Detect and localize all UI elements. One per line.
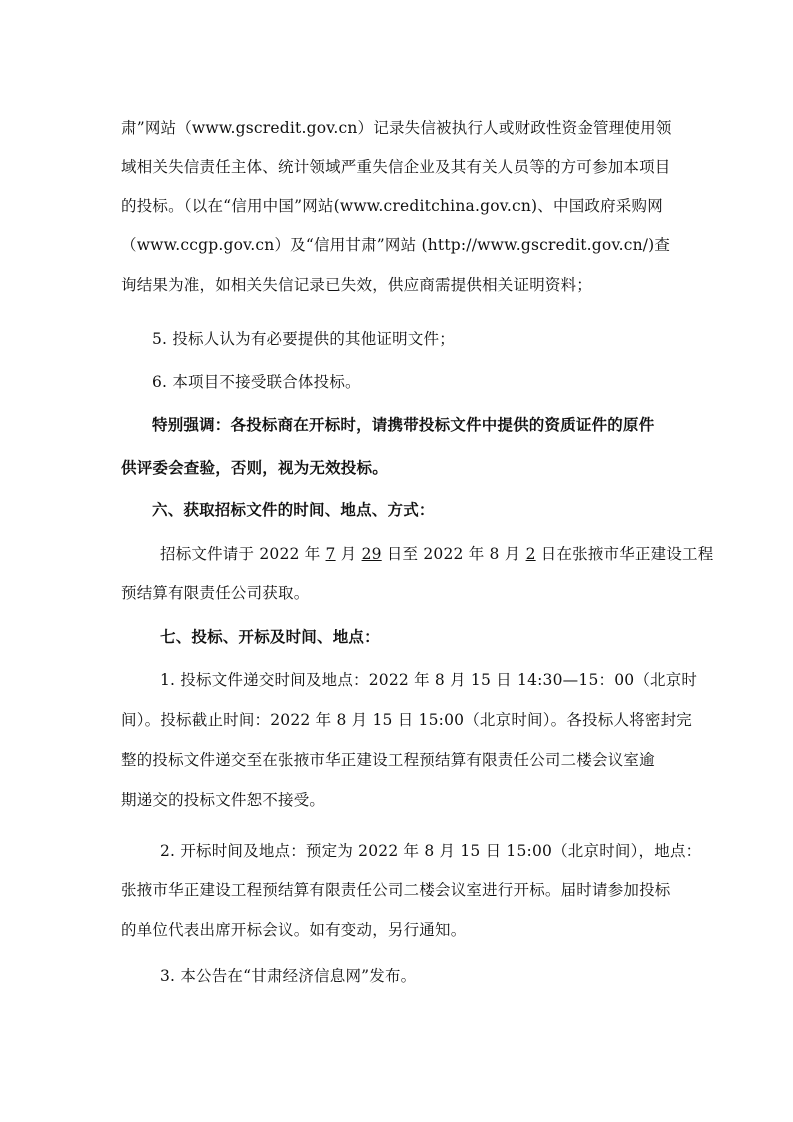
body-text-line: 整的投标文件递交至在张掖市华正建设工程预结算有限责任公司二楼会议室逾	[121, 751, 655, 769]
document-acquisition-line	[160, 544, 720, 564]
body-text-line: 预结算有限责任公司获取。	[121, 584, 310, 602]
list-item-2: 2. 开标时间及地点：预定为 2022 年 8 月 15 日 15:00（北京时间），地点：	[160, 842, 702, 860]
list-item-3: 3. 本公告在“甘肃经济信息网”发布。	[160, 967, 417, 985]
special-emphasis-line: 特别强调：各投标商在开标时，请携带投标文件中提供的资质证件的原件	[152, 415, 655, 434]
body-text-line: 期递交的投标文件恕不接受。	[121, 791, 326, 809]
list-item-1: 1. 投标文件递交时间及地点：2022 年 8 月 15 日 14:30—15：00（北京时	[160, 671, 698, 689]
doc-month-underlined: 7	[325, 545, 336, 563]
doc-day-end-underlined: 2	[525, 545, 536, 563]
body-text-line: 的投标。（以在“信用中国”网站(www.creditchina.gov.cn)、中国政府采购网	[121, 197, 663, 215]
list-item-6: 6. 本项目不接受联合体投标。	[152, 373, 361, 391]
doc-line-part: 日至 2022 年 8 月	[381, 545, 526, 563]
doc-line-part: 日在张掖市华正建设工程	[535, 545, 714, 563]
body-text-line: 张掖市华正建设工程预结算有限责任公司二楼会议室进行开标。届时请参加投标	[121, 881, 671, 899]
special-emphasis-line: 供评委会查验，否则，视为无效投标。	[121, 458, 388, 477]
body-text-line: 询结果为准，如相关失信记录已失效，供应商需提供相关证明资料；	[121, 276, 593, 294]
section-heading-six: 六、获取招标文件的时间、地点、方式：	[152, 500, 435, 519]
body-text-line: 间）。投标截止时间：2022 年 8 月 15 日 15:00（北京时间）。各投标人将密封完	[121, 711, 692, 729]
body-text-line: 域相关失信责任主体、统计领域严重失信企业及其有关人员等的方可参加本项目	[121, 158, 671, 176]
body-text-line: （www.ccgp.gov.cn）及“信用甘肃”网站 (http://www.gscredit.gov.cn/)查	[121, 236, 671, 254]
list-item-5: 5. 投标人认为有必要提供的其他证明文件；	[152, 330, 455, 348]
body-text-line: 的单位代表出席开标会议。如有变动，另行通知。	[121, 921, 467, 939]
doc-day-start-underlined: 29	[361, 545, 382, 563]
doc-line-part: 招标文件请于 2022 年	[160, 545, 326, 563]
body-text-line: 肃”网站（www.gscredit.gov.cn）记录失信被执行人或财政性资金管理使用领	[121, 119, 672, 137]
section-heading-seven: 七、投标、开标及时间、地点：	[160, 627, 380, 646]
doc-line-part: 月	[335, 545, 362, 563]
